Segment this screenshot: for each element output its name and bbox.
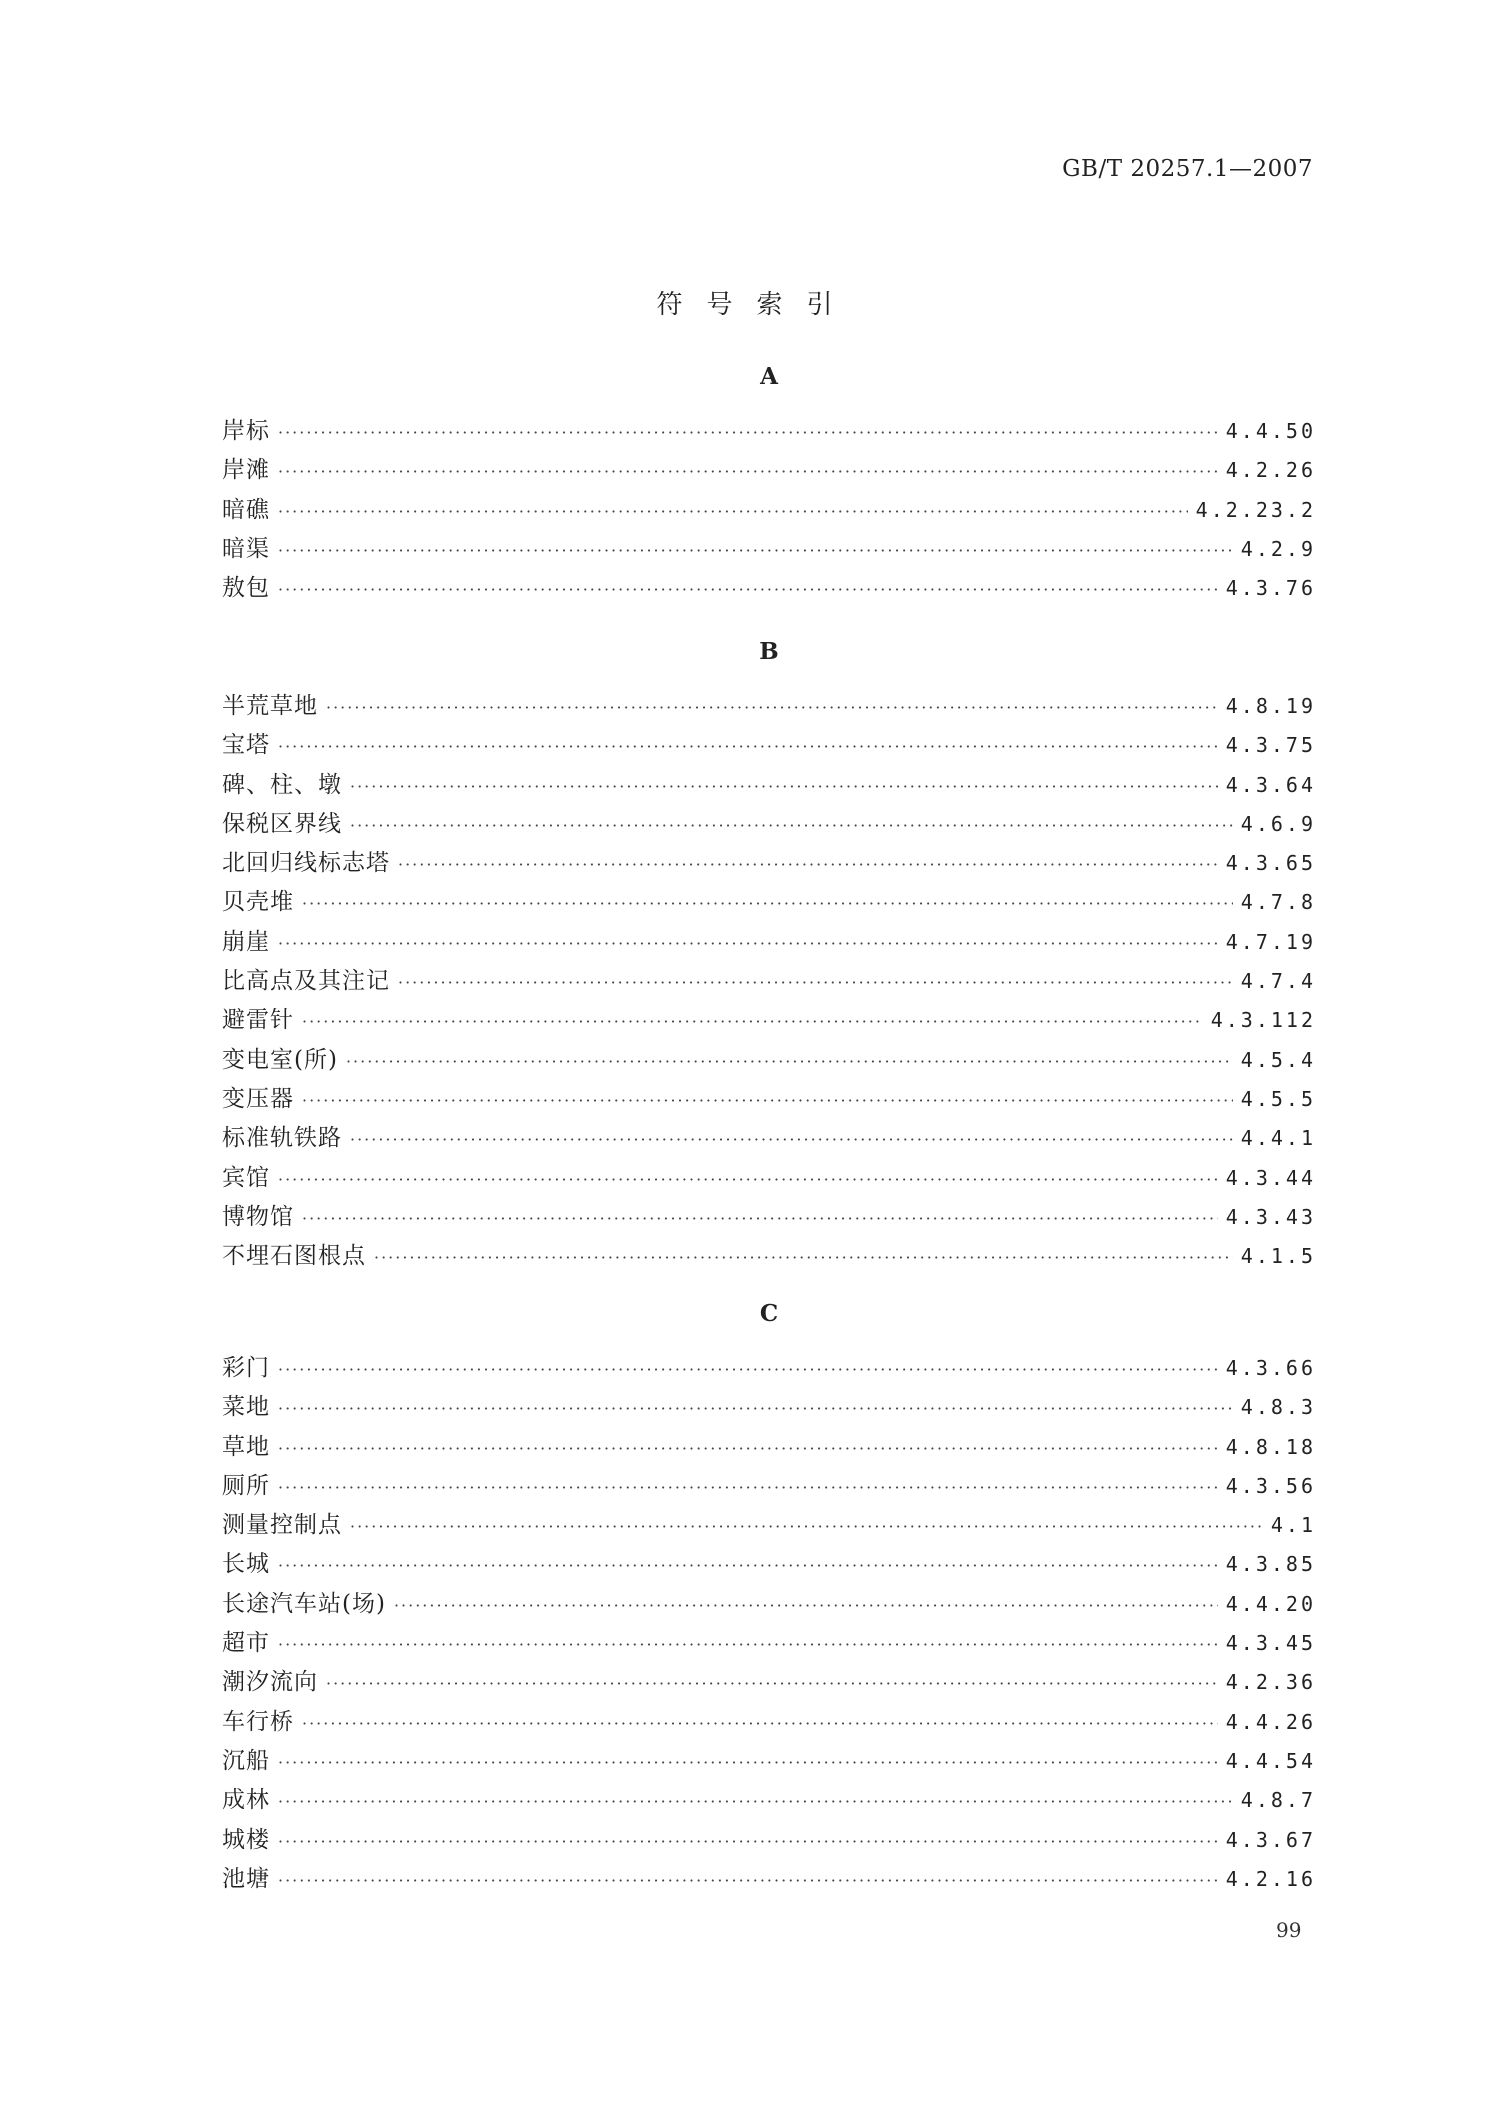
- entry-term: 碑、柱、墩: [222, 771, 342, 798]
- leader-dots: [278, 727, 1218, 766]
- entry-reference: 4.3.75: [1225, 733, 1316, 758]
- entry-reference: 4.1: [1270, 1513, 1316, 1538]
- entry-term: 崩崖: [222, 928, 270, 955]
- entry-term: 菜地: [222, 1394, 270, 1421]
- entry-reference: 4.2.23.2: [1195, 497, 1316, 522]
- entry-term: 宝塔: [222, 732, 270, 759]
- index-entry: [222, 687, 1316, 726]
- index-entry: [222, 1860, 1316, 1899]
- leader-dots: [278, 1625, 1218, 1664]
- entry-reference: 4.4.26: [1225, 1709, 1316, 1734]
- entry-reference: 4.3.67: [1225, 1827, 1316, 1852]
- index-list: [222, 1349, 1316, 1899]
- index-section-b: [222, 637, 1316, 1276]
- leader-dots: [374, 1238, 1233, 1277]
- leader-dots: [278, 531, 1233, 570]
- entry-term: 彩门: [222, 1355, 270, 1381]
- index-entry: [222, 844, 1316, 883]
- index-entry: [222, 1198, 1316, 1237]
- document-code: GB/T 20257.1—2007: [1062, 156, 1313, 182]
- index-entry: [222, 491, 1316, 530]
- index-entry: [222, 1080, 1316, 1119]
- entry-term: 暗渠: [222, 535, 270, 562]
- index-entry: [222, 1467, 1316, 1506]
- entry-term: 厕所: [222, 1472, 270, 1499]
- index-list: [222, 412, 1316, 608]
- entry-term: 成林: [222, 1787, 270, 1814]
- entry-reference: 4.4.54: [1225, 1748, 1316, 1773]
- leader-dots: [302, 1002, 1203, 1041]
- page-number: 99: [1276, 1918, 1302, 1942]
- index-entry: [222, 1349, 1316, 1388]
- index-section-c: [222, 1299, 1316, 1899]
- index-entry: [222, 883, 1316, 922]
- section-letter: B: [759, 638, 779, 665]
- leader-dots: [278, 492, 1188, 531]
- entry-reference: 4.8.7: [1240, 1788, 1316, 1813]
- entry-term: 超市: [222, 1630, 270, 1657]
- index-entry: [222, 962, 1316, 1001]
- entry-reference: 4.2.9: [1240, 536, 1316, 561]
- leader-dots: [350, 1120, 1233, 1159]
- index-entry: [222, 412, 1316, 451]
- leader-dots: [398, 963, 1233, 1002]
- entry-term: 变电室(所): [222, 1046, 338, 1073]
- entry-reference: 4.2.16: [1225, 1866, 1316, 1891]
- index-entry: [222, 1041, 1316, 1080]
- leader-dots: [346, 1042, 1233, 1081]
- leader-dots: [394, 1586, 1218, 1625]
- entry-term: 北回归线标志塔: [222, 850, 390, 877]
- leader-dots: [302, 1704, 1218, 1743]
- leader-dots: [278, 1546, 1218, 1585]
- entry-reference: 4.7.8: [1240, 890, 1316, 915]
- leader-dots: [278, 1160, 1218, 1199]
- entry-term: 博物馆: [222, 1203, 294, 1230]
- entry-reference: 4.4.1: [1240, 1126, 1316, 1151]
- entry-term: 不埋石图根点: [222, 1243, 366, 1270]
- entry-reference: 4.3.45: [1225, 1631, 1316, 1656]
- leader-dots: [278, 452, 1218, 491]
- page-title: 符号索引: [656, 290, 857, 320]
- leader-dots: [326, 688, 1218, 727]
- leader-dots: [302, 1199, 1218, 1238]
- index-entry: [222, 1001, 1316, 1040]
- leader-dots: [302, 884, 1233, 923]
- entry-term: 半荒草地: [222, 693, 318, 719]
- entry-reference: 4.2.36: [1225, 1670, 1316, 1695]
- entry-term: 标准轨铁路: [222, 1125, 342, 1152]
- entry-reference: 4.8.19: [1225, 694, 1316, 718]
- index-entry: [222, 1428, 1316, 1467]
- index-entry: [222, 1545, 1316, 1584]
- index-entry: [222, 1781, 1316, 1820]
- index-entry: [222, 726, 1316, 765]
- section-letter: C: [759, 1300, 779, 1327]
- leader-dots: [350, 767, 1218, 806]
- leader-dots: [278, 1782, 1233, 1821]
- entry-term: 岸标: [222, 418, 270, 444]
- entry-reference: 4.3.85: [1225, 1552, 1316, 1577]
- entry-reference: 4.3.64: [1225, 772, 1316, 797]
- index-entry: [222, 1742, 1316, 1781]
- index-entry: [222, 569, 1316, 608]
- entry-reference: 4.3.76: [1225, 576, 1316, 601]
- leader-dots: [302, 1081, 1233, 1120]
- entry-reference: 4.3.66: [1225, 1356, 1316, 1380]
- index-entry: [222, 766, 1316, 805]
- entry-term: 敖包: [222, 575, 270, 602]
- index-entry: [222, 1388, 1316, 1427]
- leader-dots: [278, 413, 1218, 452]
- entry-term: 保税区界线: [222, 810, 342, 837]
- entry-term: 潮汐流向: [222, 1669, 318, 1696]
- entry-term: 岸滩: [222, 457, 270, 484]
- entry-reference: 4.8.18: [1225, 1434, 1316, 1459]
- index-entry: [222, 1237, 1316, 1276]
- entry-term: 变压器: [222, 1085, 294, 1112]
- leader-dots: [350, 1507, 1263, 1546]
- entry-reference: 4.4.50: [1225, 419, 1316, 443]
- leader-dots: [398, 845, 1218, 884]
- index-entry: [222, 1119, 1316, 1158]
- index-entry: [222, 530, 1316, 569]
- entry-term: 暗礁: [222, 496, 270, 523]
- index-entry: [222, 805, 1316, 844]
- entry-reference: 4.3.44: [1225, 1165, 1316, 1190]
- index-entry: [222, 1663, 1316, 1702]
- index-section-a: [222, 362, 1316, 608]
- entry-reference: 4.7.19: [1225, 929, 1316, 954]
- entry-reference: 4.1.5: [1240, 1244, 1316, 1269]
- entry-term: 贝壳堆: [222, 889, 294, 916]
- entry-reference: 4.2.26: [1225, 458, 1316, 483]
- entry-reference: 4.4.20: [1225, 1591, 1316, 1616]
- leader-dots: [278, 1350, 1218, 1389]
- entry-term: 池塘: [222, 1865, 270, 1892]
- index-entry: [222, 1159, 1316, 1198]
- leader-dots: [278, 1468, 1218, 1507]
- entry-reference: 4.5.4: [1240, 1047, 1316, 1072]
- entry-term: 长城: [222, 1551, 270, 1578]
- index-entry: [222, 1585, 1316, 1624]
- leader-dots: [278, 1743, 1218, 1782]
- entry-term: 宾馆: [222, 1164, 270, 1191]
- entry-term: 车行桥: [222, 1708, 294, 1735]
- index-entry: [222, 451, 1316, 490]
- entry-term: 城楼: [222, 1826, 270, 1853]
- entry-reference: 4.8.3: [1240, 1395, 1316, 1420]
- entry-reference: 4.7.4: [1240, 969, 1316, 994]
- entry-term: 比高点及其注记: [222, 968, 390, 995]
- entry-reference: 4.3.43: [1225, 1204, 1316, 1229]
- entry-reference: 4.5.5: [1240, 1086, 1316, 1111]
- index-list: [222, 687, 1316, 1276]
- leader-dots: [350, 806, 1233, 845]
- entry-reference: 4.3.56: [1225, 1473, 1316, 1498]
- entry-term: 测量控制点: [222, 1512, 342, 1539]
- entry-term: 草地: [222, 1433, 270, 1460]
- leader-dots: [278, 1389, 1233, 1428]
- index-entry: [222, 1624, 1316, 1663]
- leader-dots: [278, 1822, 1218, 1861]
- entry-term: 沉船: [222, 1747, 270, 1774]
- entry-reference: 4.3.65: [1225, 851, 1316, 876]
- section-letter: A: [760, 363, 778, 390]
- index-entry: [222, 923, 1316, 962]
- entry-reference: 4.3.112: [1210, 1008, 1316, 1033]
- leader-dots: [278, 1861, 1218, 1900]
- leader-dots: [326, 1664, 1218, 1703]
- leader-dots: [278, 924, 1218, 963]
- index-entry: [222, 1703, 1316, 1742]
- index-entry: [222, 1821, 1316, 1860]
- entry-term: 避雷针: [222, 1007, 294, 1034]
- index-entry: [222, 1506, 1316, 1545]
- entry-reference: 4.6.9: [1240, 811, 1316, 836]
- entry-term: 长途汽车站(场): [222, 1590, 386, 1617]
- leader-dots: [278, 1429, 1218, 1468]
- leader-dots: [278, 570, 1218, 609]
